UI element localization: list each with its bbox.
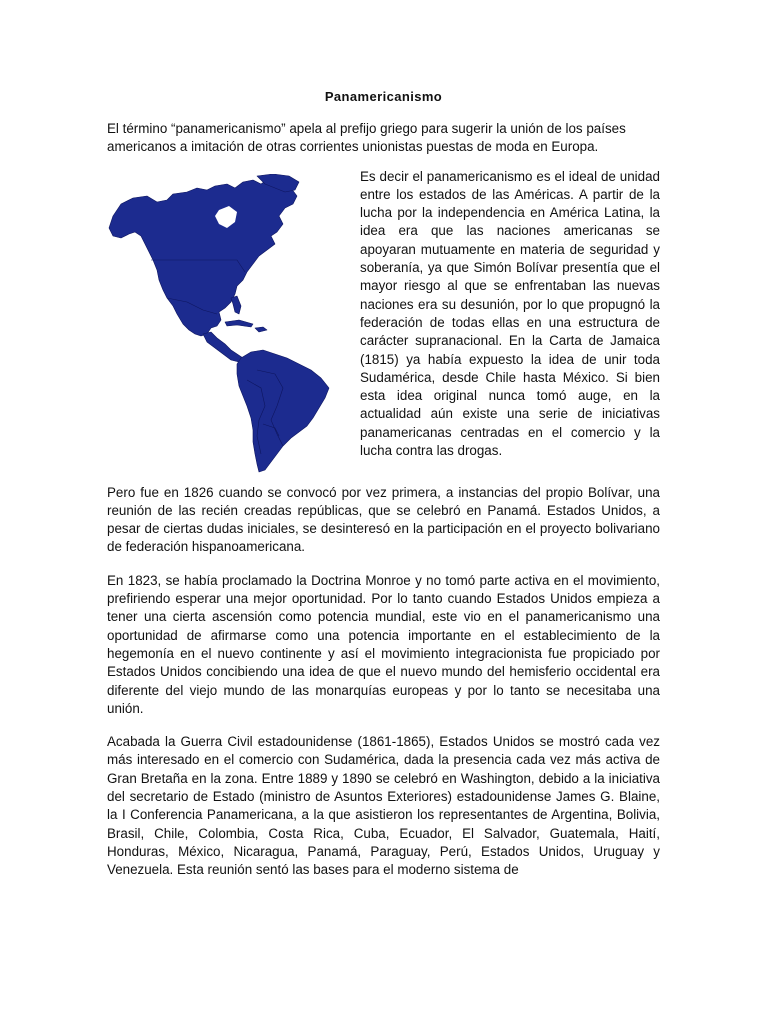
map-text-block [107,168,660,474]
caribbean-islands-2 [255,327,267,332]
paragraph-intro: El término “panamericanismo” apela al prefijo griego para sugerir la unión de los países americanos a imitación de otras corrientes unionistas puestas de moda en Europa. [107,121,626,155]
americas-map-image [107,174,357,474]
south-america-shape [237,350,329,472]
paragraph-definition: Es decir el panamericanismo es el ideal de unidad entre los estados de las Américas. A partir de la lucha por la independencia en América Latina, la idea era que las naciones americanas se apoyaran mutuamente en materia de seguridad y soberanía, ya que Simón Bolívar presentía que el mayor riesgo al que se enfrentaban las nuevas naciones era su desunión, por lo que propugnó la federación de todas ellas en una estructura de carácter supranacional. En la Carta de Jamaica (1815) ya había expuesto la idea de unir toda Sudamérica, desde Chile hasta México. Si bien esta idea original nunca tomó auge, en la actualidad aún existe una serie de iniciativas panamericanas centradas en el comercio y la lucha contra las drogas. [360,168,660,459]
central-america-shape [203,332,243,362]
document-title: Panamericanismo [324,89,443,104]
document-page [107,88,660,895]
paragraph-monroe: En 1823, se había proclamado la Doctrina Monroe y no tomó parte activa en el movimiento, prefiriendo esperar una mejor oportunidad. Por lo tanto cuando Estados Unidos empieza a tener una cierta ascensión como potencia mundial, este vio en el panamericanismo una oportunidad de afirmarse como una potencia importante en el establecimiento de la hegemonía en el nuevo continente y así el movimiento integracionista fue propiciado por Estados Unidos concibiendo una idea de que el nuevo mundo del hemisferio occidental era diferente del viejo mundo de las monarquías europeas y por lo tanto se necesitaba una unión. [107,572,660,716]
paragraph-civil-war: Acabada la Guerra Civil estadounidense (1861-1865), Estados Unidos se mostró cada vez más interesado en el comercio con Sudamérica, dada la presencia cada vez más activa de Gran Bretaña en la zona. Entre 1889 y 1890 se celebró en Washington, debido a la iniciativa del secretario de Estado (ministro de Asuntos Exteriores) estadounidense James G. Blaine, la I Conferencia Panamericana, a la que asistieron los representantes de Argentina, Bolivia, Brasil, Chile, Colombia, Costa Rica, Cuba, Ecuador, El Salvador, Guatemala, Haití, Honduras, México, Nicaragua, Panamá, Paraguay, Perú, Estados Unidos, Uruguay y Venezuela. Esta reunión sentó las bases para el moderno sistema de [107,734,660,878]
paragraph-1826: Pero fue en 1826 cuando se convocó por vez primera, a instancias del propio Bolívar, una reunión de las recién creadas repúblicas, que se celebró en Panamá. Estados Unidos, a pesar de ciertas dudas iniciales, se desinteresó en la participación en el proyecto bolivariano de federación hispanoamericana. [107,484,660,555]
caribbean-islands [225,320,253,327]
north-america-shape [109,178,297,336]
florida-shape [231,296,241,314]
